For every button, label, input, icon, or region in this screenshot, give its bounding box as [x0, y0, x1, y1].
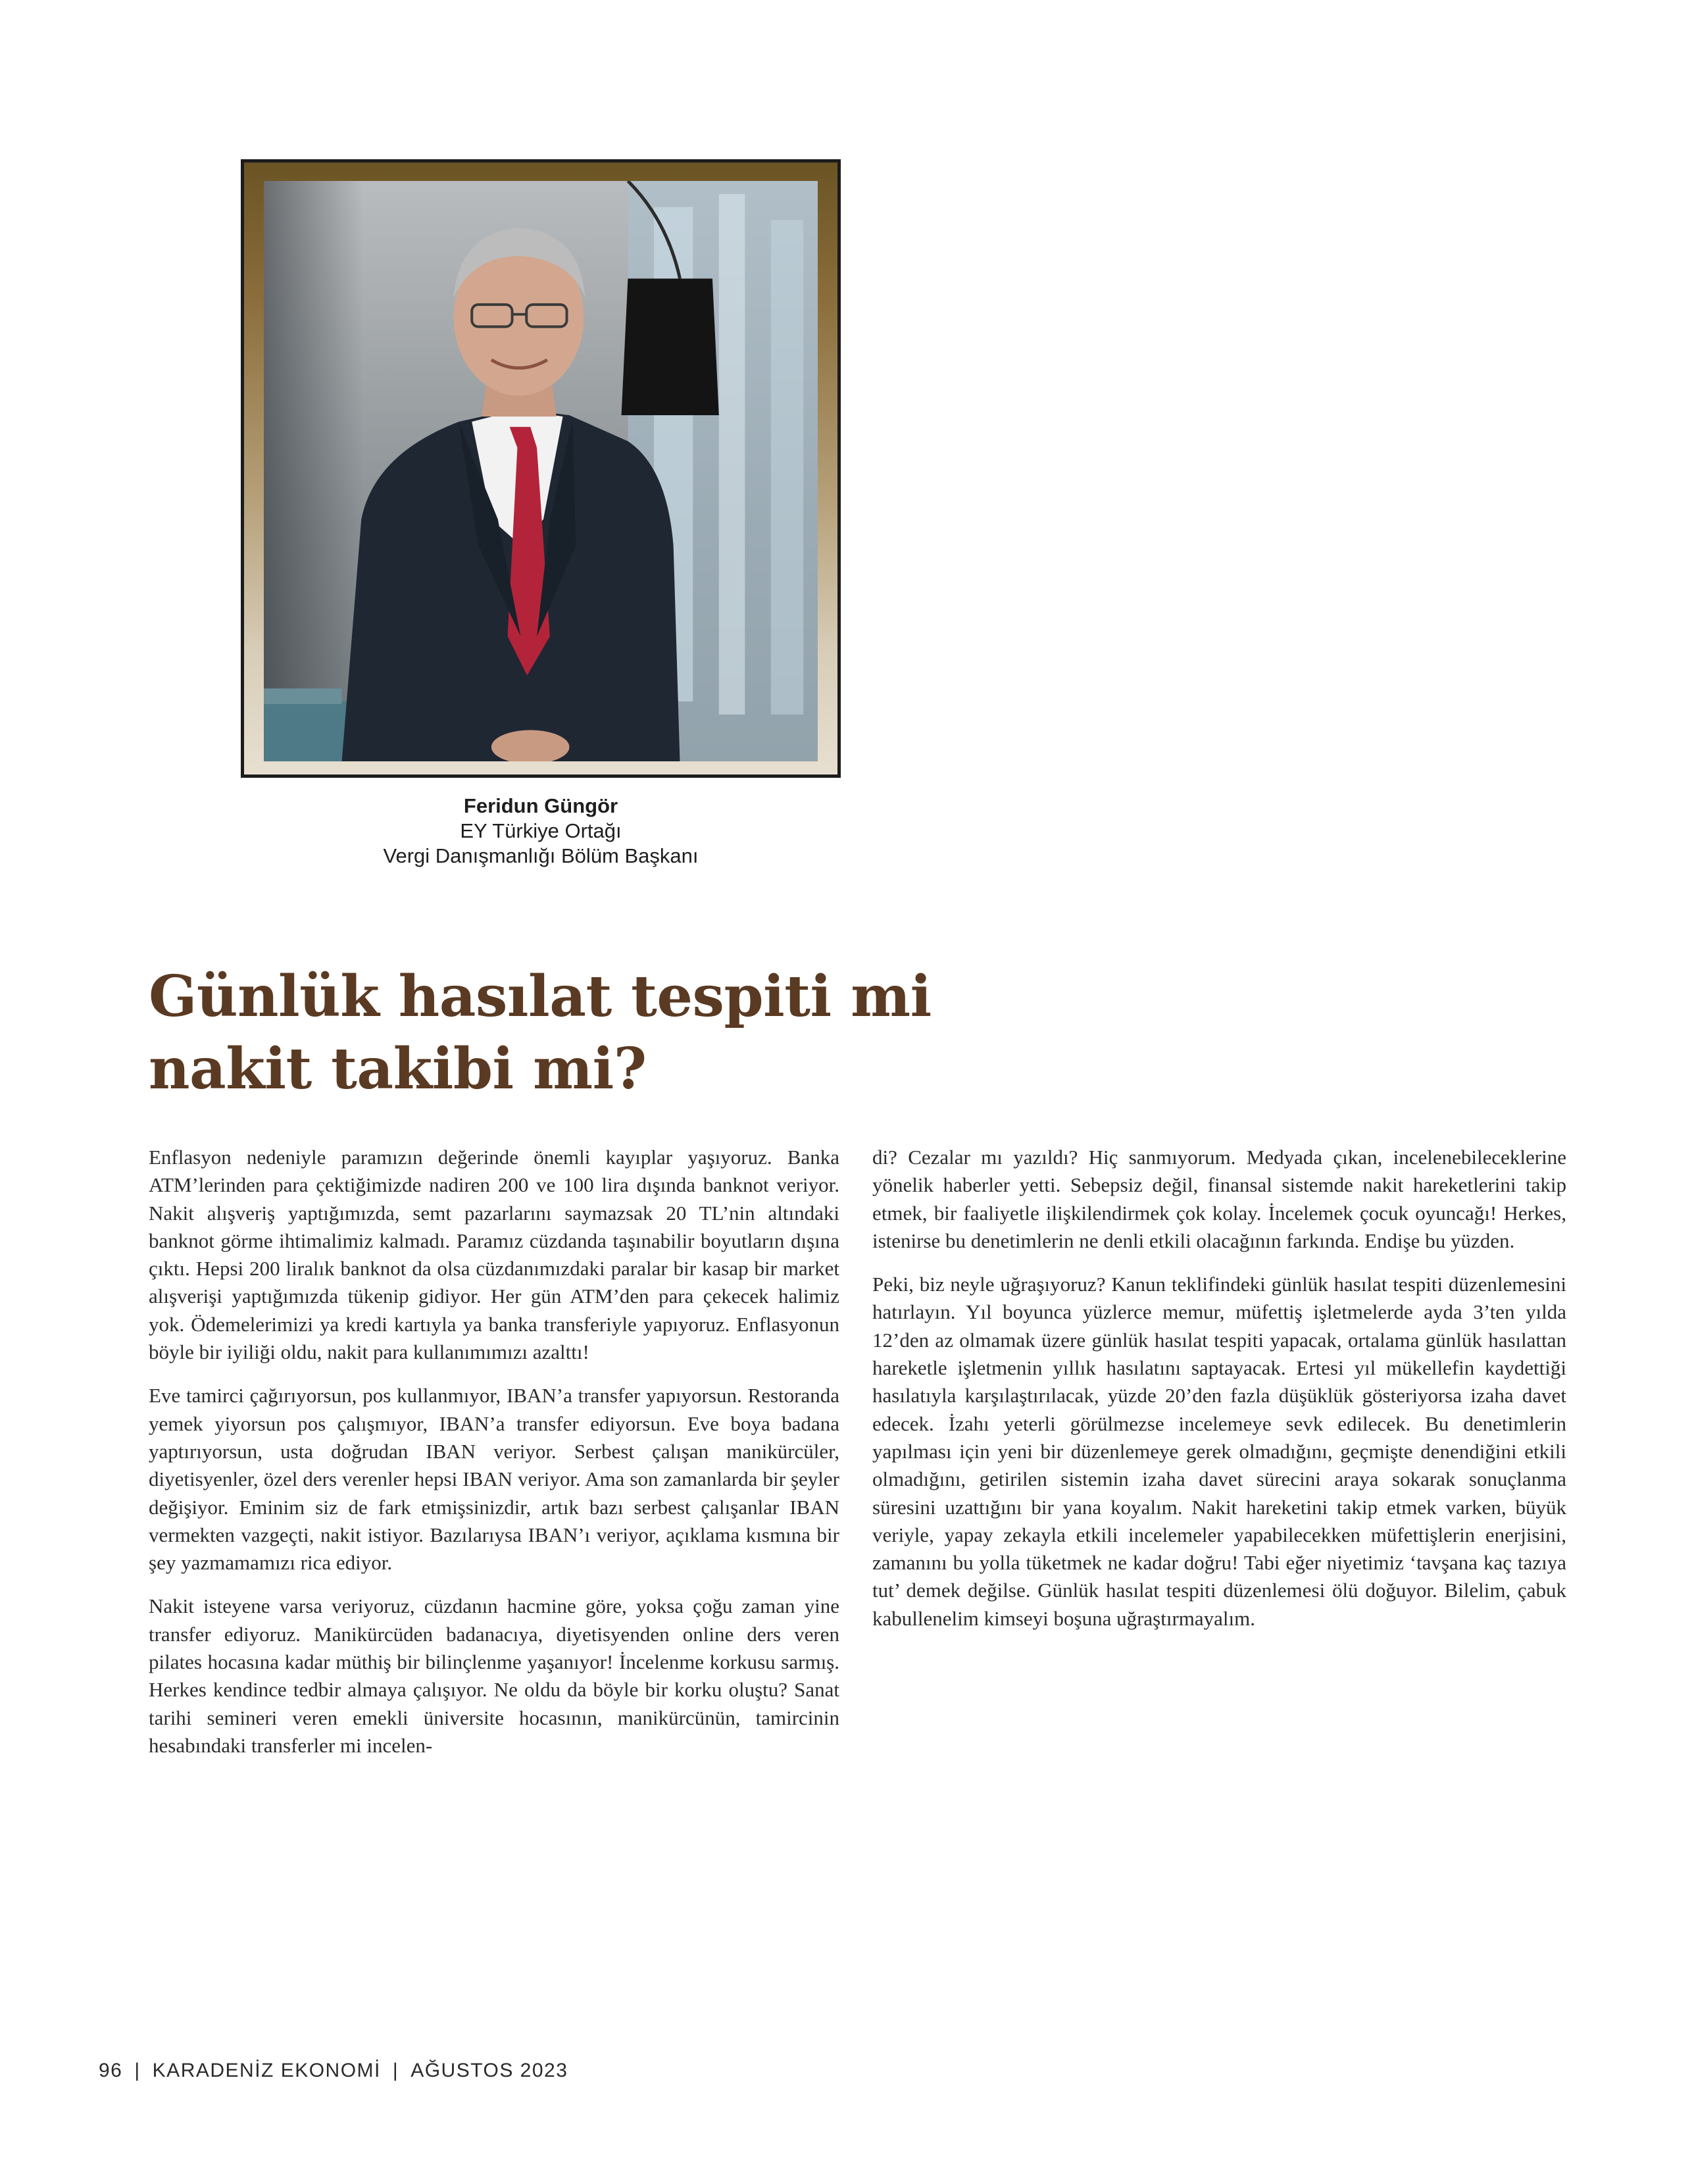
page-footer [99, 2060, 568, 2082]
page-number: 96 [99, 2060, 123, 2081]
author-name: Feridun Güngör [463, 794, 618, 817]
author-department: Vergi Danışmanlığı Bölüm Başkanı [383, 844, 699, 867]
portrait-photo [264, 181, 818, 761]
headline-line-1: Günlük hasılat tespiti mi [149, 963, 932, 1030]
footer-divider: | [134, 2060, 141, 2081]
article-paragraph: Nakit isteyene varsa veriyoruz, cüzdanın hacmine göre, yoksa çoğu zaman yine transfer ediyoruz. Manikürcüden badanacıya, diyetisyenden online ders veren pilates hocasına kadar müthiş bir bilinçlenme yaşanıyor! İncelenme korkusu sarmış. Herkes kendince tedbir almaya çalışıyor. Ne oldu da böyle bir korku oluştu? Sanat tarihi semineri veren emekli üniversite hocasının, manikürcünün, tamircinin hesabındaki transferler mi incelen- [149, 1594, 839, 1757]
photo-caption [241, 794, 841, 869]
article-paragraph: di? Cezalar mı yazıldı? Hiç sanmıyorum. Medyada çıkan, incelenebileceklerine yönelik haberler yetti. Sebepsiz değil, finansal sistemde nakit hareketlerini takip etmek, bir faaliyetle ilişkilendirmek çok kolay. İncelemek çocuk oyuncağı! Herkes, istenirse bu denetimlerin ne denli etkili olacağının farkında. Endişe bu yüzden. [872, 1146, 1566, 1252]
article-paragraph: Peki, biz neyle uğraşıyoruz? Kanun teklifindeki günlük hasılat tespiti düzenlemesini hatırlayın. Yıl boyunca yüzlerce memur, müfettiş işletmelerde ayda 3’ten yılda 12’den az olmamak üzere günlük hasılat tespiti yapacak, ortalama günlük hasılattan hareketle işletmenin yıllık hasılatını saptayacak. Ertesi yıl mükellefin kaydettiği hasılatıyla karşılaştırılacak, yüzde 20’den fazla düşüklük gösteriyorsa izaha davet edecek. İzahı yeterli görülmezse incelemeye sevk edilecek. Bu denetimlerin yapılması için yeni bir düzenlemeye gerek olmadığını, geçmişte denendiğini etkili olmadığını, getirilen sistemin izaha davet sürecini araya sokarak sonuçlanma süresini uzattığını bir yana koyalım. Nakit hareketini takip etmek varken, büyük veriyle, yapay zekayla etkili incelemeler yapabilecekken müfettişlerin enerjisini, zamanını bu yolla tüketmek ne kadar doğru! Tabi eğer niyetimiz ‘tavşana kaç tazıya tut’ demek değilse. Günlük hasılat tespiti düzenlemesi ölü doğuyor. Bilelim, çabuk kabullenelim kimseyi boşuna uğraştırmayalım. [872, 1273, 1566, 1630]
article-column-left [149, 1144, 839, 1775]
footer-divider: | [392, 2060, 399, 2081]
article-paragraph: Eve tamirci çağırıyorsun, pos kullanmıyor, IBAN’a transfer yapıyorsun. Restoranda yemek yiyorsun pos çalışmıyor, IBAN’a transfer ediyorsun. Eve boya badana yaptırıyorsun, usta doğrudan IBAN veriyor. Serbest çalışan manikürcüler, diyetisyenler, özel ders verenler hepsi IBAN veriyor. Ama son zamanlarda bir şeyler değişiyor. Eminim siz de fark etmişsinizdir, artık bazı serbest çalışanlar IBAN vermekten vazgeçti, nakit istiyor. Bazılarıysa IBAN’ı veriyor, açıklama kısmına bir şey yazmamamızı rica ediyor. [149, 1384, 839, 1575]
article-column-right [872, 1144, 1566, 1648]
author-title: EY Türkiye Ortağı [460, 819, 622, 842]
headline-line-2: nakit takibi mi? [149, 1036, 647, 1102]
article-paragraph: Enflasyon nedeniyle paramızın değerinde önemli kayıplar yaşıyoruz. Banka ATM’lerinden para çektiğimizde nadiren 200 ve 100 lira dışında banknot veriyor. Nakit alışveriş yaptığımızda, semt pazarlarını saymazsak 20 TL’nin altındaki banknot görme ihtimalimiz kalmadı. Paramız cüzdanda taşınabilir boyutların dışına çıktı. Hepsi 200 liralık banknot da olsa cüzdanımızdaki paralar bir kasap bir market alışverişi yaptığımızda tükenip gidiyor. Her gün ATM’den para çekecek halimiz yok. Ödemelerimizi ya kredi kartıyla ya banka transferiyle yapıyoruz. Enflasyonun böyle bir iyiliği oldu, nakit para kullanımımızı azalttı! [149, 1146, 839, 1364]
portrait-frame [241, 159, 841, 778]
article-headline [149, 961, 938, 1105]
issue-date: AĞUSTOS 2023 [411, 2060, 568, 2081]
portrait-illustration [264, 181, 818, 761]
magazine-name: KARADENİZ EKONOMİ [152, 2060, 381, 2081]
